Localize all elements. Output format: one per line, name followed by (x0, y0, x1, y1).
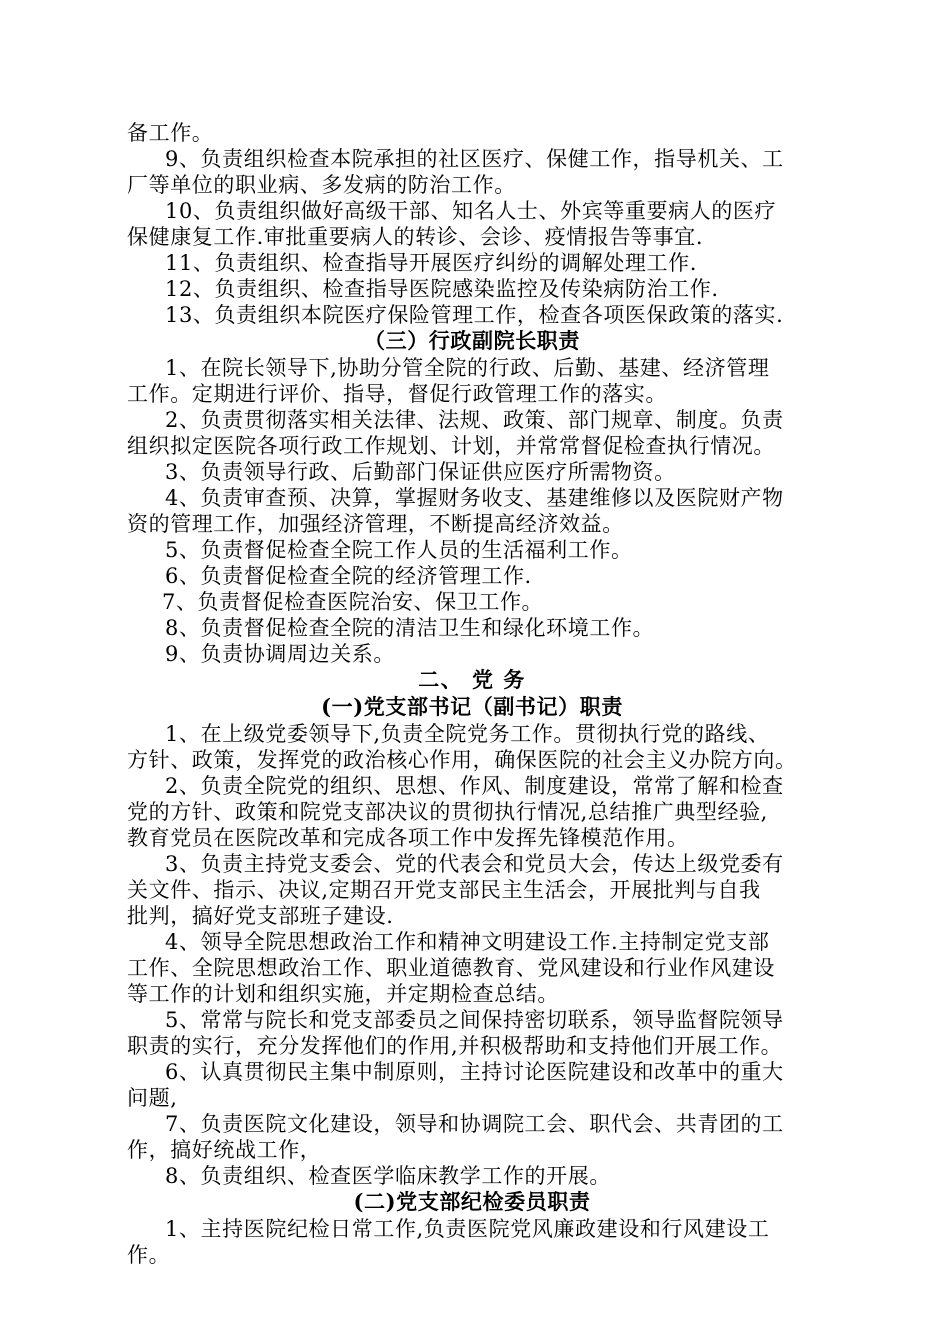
paragraph-line: 关文件、指示、决议,定期召开党支部民主生活会，开展批判与自我 (127, 878, 761, 902)
paragraph-line: 备工作。 (127, 121, 214, 145)
paragraph-line: 5、负责督促检查全院工作人员的生活福利工作。 (165, 538, 633, 562)
subsection-heading: （三）行政副院长职责 (364, 328, 580, 353)
paragraph-line: 党的方针、政策和院党支部决议的贯彻执行情况,总结推广典型经验, (127, 800, 768, 824)
paragraph-line: 作。 (127, 1243, 171, 1267)
paragraph-line: 4、领导全院思想政治工作和精神文明建设工作.主持制定党支部 (165, 930, 770, 954)
paragraph-line: 1、主持医院纪检日常工作,负责医院党风廉政建设和行风建设工 (165, 1217, 770, 1241)
paragraph-line: 4、负责审查预、决算，掌握财务收支、基建维修以及医院财产物 (165, 486, 784, 510)
paragraph-line: 8、负责督促检查全院的清洁卫生和绿化环境工作。 (165, 616, 655, 640)
paragraph-line: 方针、政策，发挥党的政治核心作用，确保医院的社会主义办院方向。 (127, 748, 797, 772)
paragraph-line: 9、负责协调周边关系。 (165, 642, 395, 666)
paragraph-line: 7、负责督促检查医院治安、保卫工作。 (162, 590, 544, 614)
paragraph-line: 2、负责贯彻落实相关法律、法规、政策、部门规章、制度。负责 (165, 408, 784, 432)
paragraph-line: 7、负责医院文化建设，领导和协调院工会、职代会、共青团的工 (165, 1112, 784, 1136)
section-heading: 二、 党 务 (418, 667, 526, 692)
paragraph-line: 职责的实行，充分发挥他们的作用,并积极帮助和支持他们开展工作。 (127, 1034, 783, 1058)
paragraph-line: 教育党员在医院改革和完成各项工作中发挥先锋模范作用。 (127, 826, 689, 850)
paragraph-line: 厂等单位的职业病、多发病的防治工作。 (127, 173, 516, 197)
paragraph-line: 3、负责领导行政、后勤部门保证供应医疗所需物资。 (165, 460, 676, 484)
paragraph-line: 问题, (127, 1086, 178, 1110)
subsection-heading: (一)党支部书记（副书记）职责 (321, 694, 623, 719)
paragraph-line: 资的管理工作，加强经济管理，不断提高经济效益。 (127, 512, 624, 536)
paragraph-line: 6、认真贯彻民主集中制原则，主持讨论医院建设和改革中的重大 (165, 1060, 784, 1084)
paragraph-line: 8、负责组织、检查医学临床教学工作的开展。 (165, 1164, 611, 1188)
paragraph-line: 11、负责组织、检查指导开展医疗纠纷的调解处理工作. (165, 251, 697, 275)
paragraph-line: 等工作的计划和组织实施，并定期检查总结。 (127, 982, 559, 1006)
paragraph-line: 1、在院长领导下,协助分管全院的行政、后勤、基建、经济管理 (165, 356, 770, 380)
paragraph-line: 保健康复工作.审批重要病人的转诊、会诊、疫情报告等事宜. (127, 225, 704, 249)
paragraph-line: 批判，搞好党支部班子建设. (127, 904, 394, 928)
paragraph-line: 工作、全院思想政治工作、职业道德教育、党风建设和行业作风建设 (127, 956, 775, 980)
paragraph-line: 6、负责督促检查全院的经济管理工作. (165, 564, 532, 588)
document-page (127, 120, 817, 1268)
paragraph-line: 9、负责组织检查本院承担的社区医疗、保健工作，指导机关、工 (165, 147, 784, 171)
paragraph-line: 组织拟定医院各项行政工作规划、计划，并常常督促检查执行情况。 (127, 434, 775, 458)
paragraph-line: 13、负责组织本院医疗保险管理工作，检查各项医保政策的落实. (165, 303, 784, 327)
paragraph-line: 3、负责主持党支委会、党的代表会和党员大会，传达上级党委有 (165, 852, 784, 876)
paragraph-line: 5、常常与院长和党支部委员之间保持密切联系，领导监督院领导 (165, 1008, 784, 1032)
paragraph-line: 12、负责组织、检查指导医院感染监控及传染病防治工作. (165, 277, 719, 301)
paragraph-line: 1、在上级党委领导下,负责全院党务工作。贯彻执行党的路线、 (165, 722, 770, 746)
subsection-heading: (二)党支部纪检委员职责 (353, 1189, 591, 1214)
paragraph-line: 2、负责全院党的组织、思想、作风、制度建设，常常了解和检查 (165, 774, 784, 798)
paragraph-line: 10、负责组织做好高级干部、知名人士、外宾等重要病人的医疗 (165, 199, 777, 223)
paragraph-line: 作，搞好统战工作， (127, 1138, 322, 1162)
paragraph-line: 工作。定期进行评价、指导，督促行政管理工作的落实。 (127, 382, 667, 406)
